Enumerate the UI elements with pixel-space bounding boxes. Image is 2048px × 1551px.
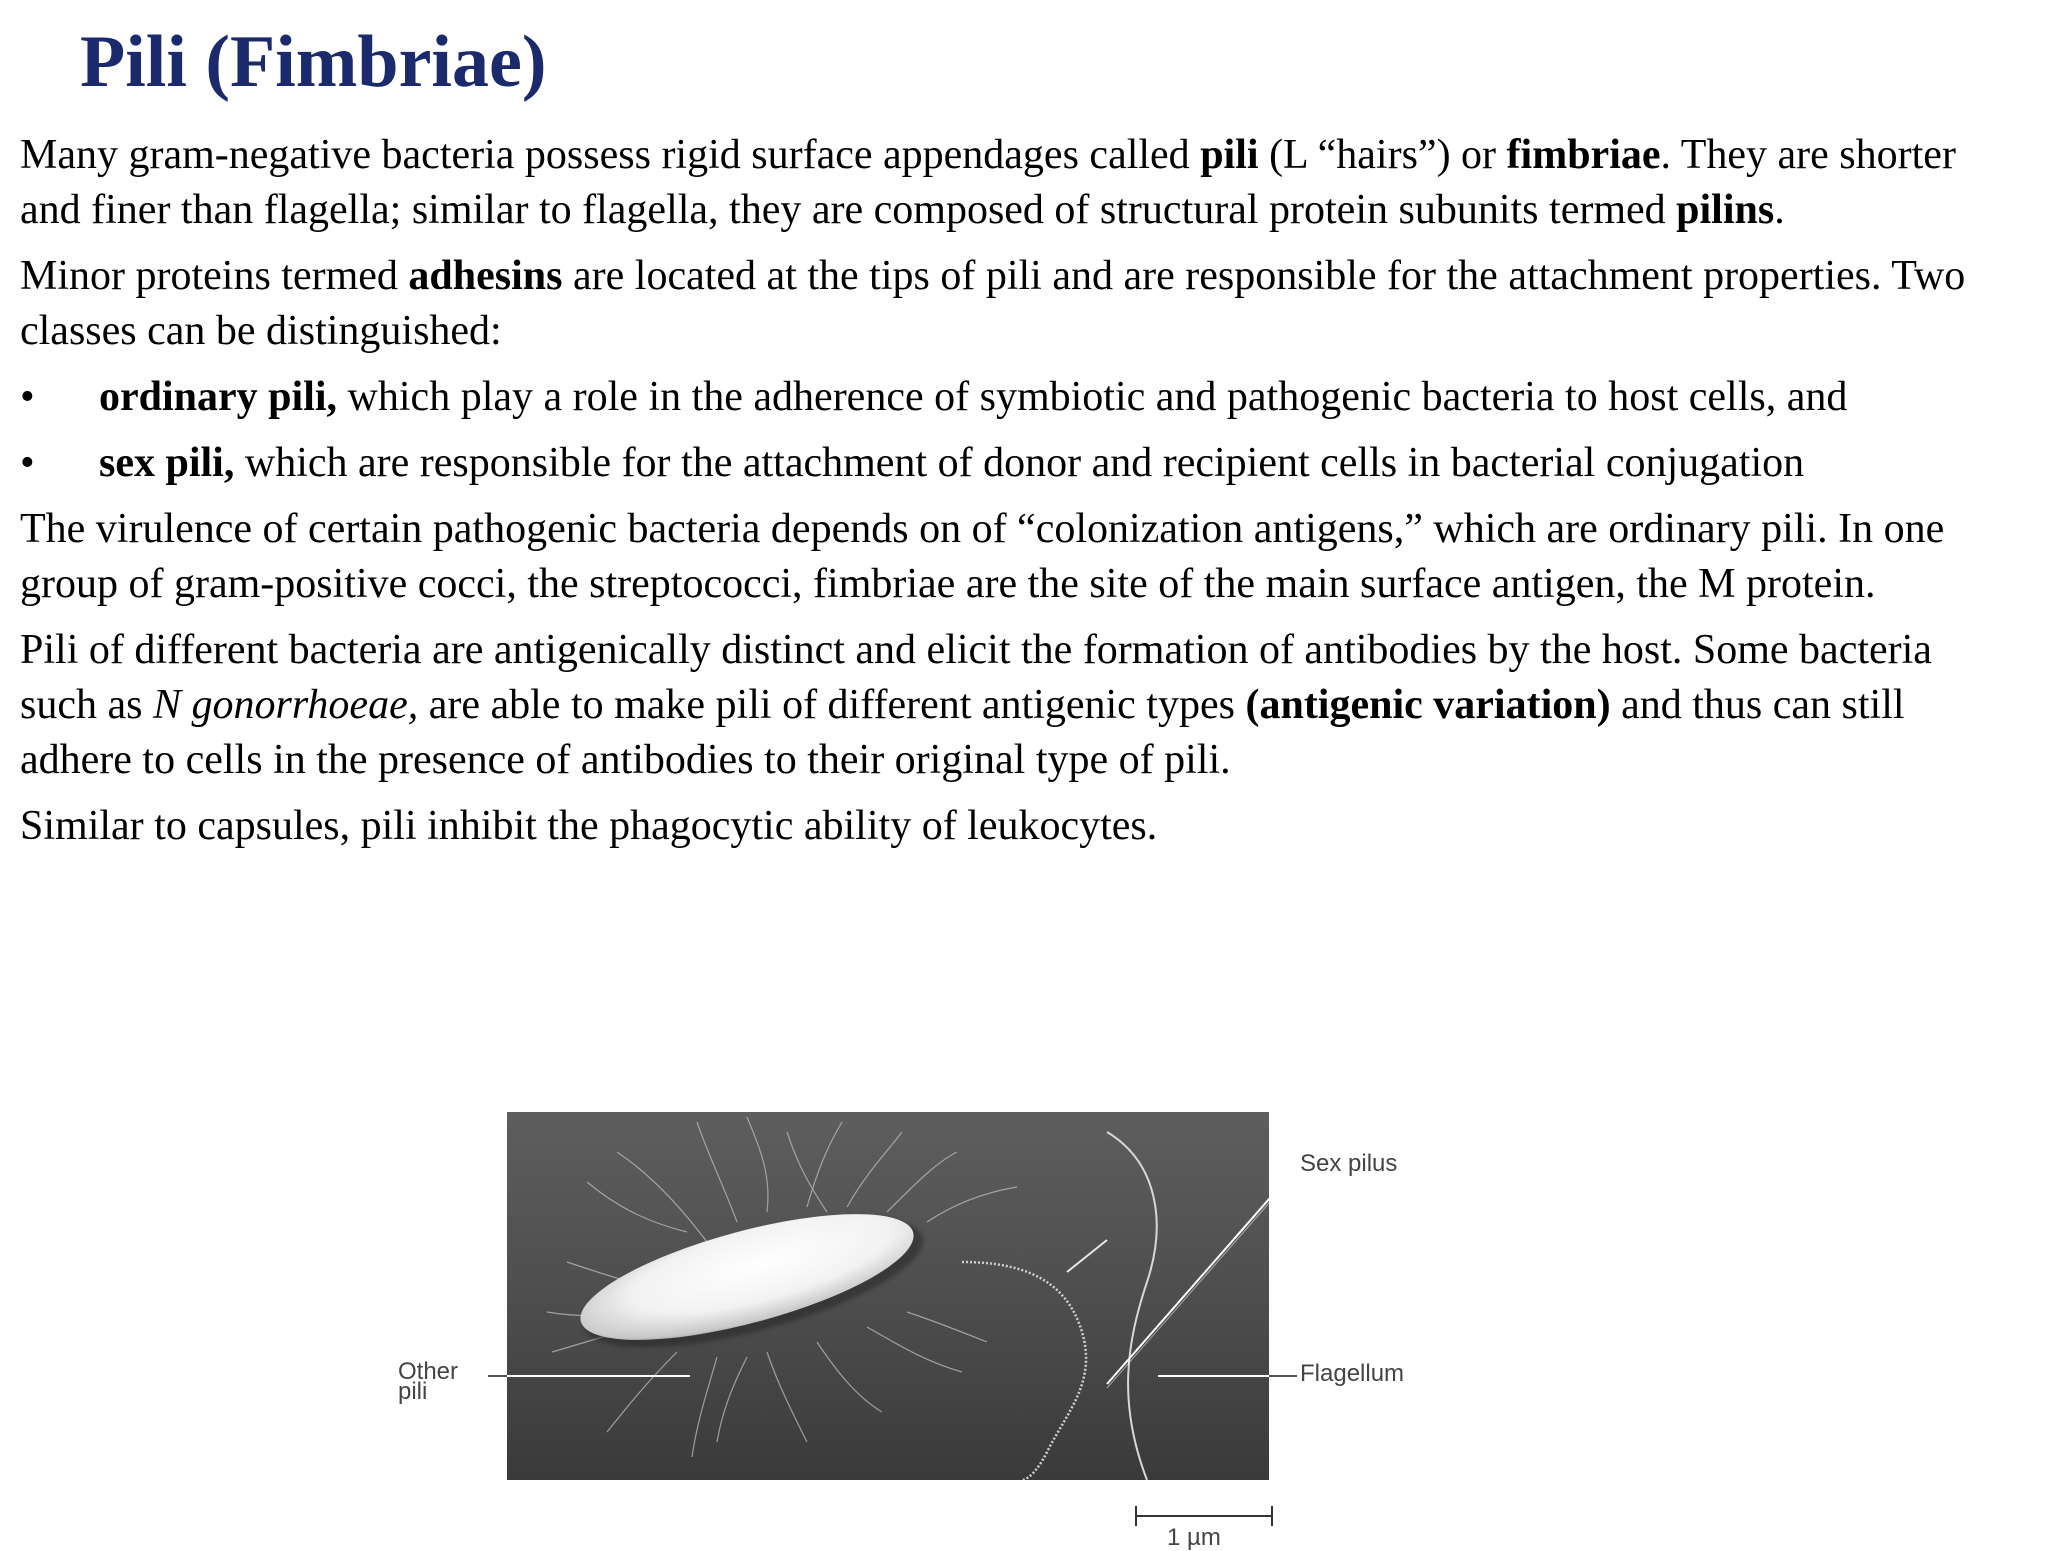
bullet-sex-pili	[20, 436, 2010, 491]
label-other-pili: Other pili	[398, 1358, 459, 1405]
paragraph-adhesins	[20, 249, 2010, 359]
text-run: (L “hairs”) or	[1258, 132, 1507, 178]
paragraph-pili-definition	[20, 128, 2010, 238]
term-ordinary-pili: ordinary pili,	[99, 374, 338, 420]
paragraph-phagocytosis	[20, 799, 2010, 854]
paragraph-antigenic-variation	[20, 623, 2010, 788]
term-fimbriae: fimbriae	[1506, 132, 1661, 178]
sex-pilus-leader	[1107, 1166, 1298, 1384]
label-sex-pilus: Sex pilus	[1300, 1150, 1398, 1177]
text-run: .	[1774, 187, 1785, 233]
pili-micrograph-figure	[380, 1112, 1480, 1551]
term-pili: pili	[1200, 132, 1259, 178]
text-run: The virulence of certain pathogenic bacteria depends on of “colonization antigens,” which are ordinary pili. In one group of gram-positive cocci, the streptococci, fimbriae are the site of the main surface antigen, the M protein.	[20, 506, 1945, 607]
term-pilins: pilins	[1676, 187, 1775, 233]
sex-pilus-leader-shadow	[1107, 1170, 1298, 1388]
bullet-ordinary-pili	[20, 370, 2010, 425]
text-run: are able to make pili of different antigenic types	[418, 682, 1246, 728]
term-sex-pili: sex pili,	[99, 440, 235, 486]
label-scale: 1 µm	[1167, 1524, 1221, 1551]
term-antigenic-variation: (antigenic variation)	[1245, 682, 1611, 728]
text-run: which are responsible for the attachment of donor and recipient cells in bacterial conjugation	[234, 440, 1805, 486]
species-name: N gonorrhoeae,	[152, 682, 419, 728]
text-run: which play a role in the adherence of symbiotic and pathogenic bacteria to host cells, and	[337, 374, 1848, 420]
text-run: Many gram-negative bacteria possess rigid surface appendages called	[20, 132, 1201, 178]
bullet-marker: •	[20, 374, 35, 420]
bullet-marker: •	[20, 440, 35, 486]
paragraph-virulence	[20, 502, 2010, 612]
term-adhesins: adhesins	[408, 253, 563, 299]
text-run: Similar to capsules, pili inhibit the phagocytic ability of leukocytes.	[20, 803, 1158, 849]
label-flagellum: Flagellum	[1300, 1360, 1405, 1387]
text-run: and thus can still adhere to cells in the presence of antibodies to their original type of pili.	[20, 682, 1905, 783]
text-run: . They are shorter and finer than flagella; similar to flagella, they are composed of structural protein subunits termed	[20, 132, 1956, 233]
slide-title: Pili (Fimbriae)	[80, 21, 547, 103]
text-run: are located at the tips of pili and are responsible for the attachment properties. Two classes can be distinguished:	[20, 253, 1966, 354]
text-run: Pili of different bacteria are antigenically distinct and elicit the formation of antibodies by the host. Some bacteria such as	[20, 627, 1932, 728]
text-run: Minor proteins termed	[20, 253, 409, 299]
slide-body	[20, 128, 2010, 865]
